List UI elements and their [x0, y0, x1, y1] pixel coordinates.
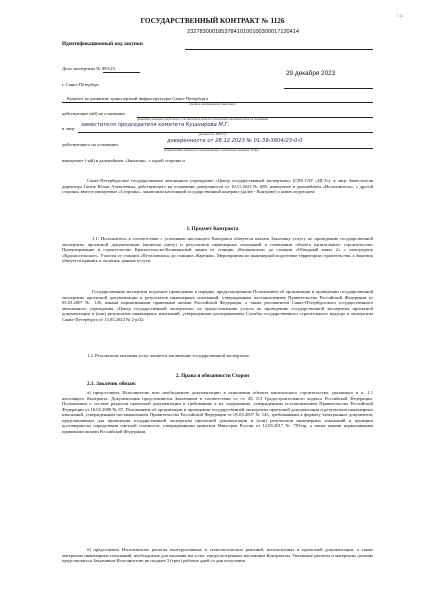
place: г. Санкт-Петербург: [62, 82, 100, 87]
section-1-clause-1-1: 1.1. Исполнитель в соответствии с условиями настоящего Контракта обязуется оказать Заказчику услугу по проведению государственной экспертизы проектной документации (включая смету) и результатов инженерных изысканий в отношении объекта капитального строительства: Проектирование и строительство Красносельско-Калининской линии от станции «Казаковская» до станции «Обводный канал 2» с электродепо «Красносельское». Участок от станции «Путиловская» до станции «Картная». Мероприятия по инженерной подготовке территории строительства, а Заказчик обязуется принять и оплатить данные услуги.: [62, 236, 373, 264]
contract-date-underline: [284, 88, 373, 89]
basis-prefix: действующего на основании: [62, 142, 118, 147]
section-2-item-a: а) предоставить Исполнителю всю необходимую документацию в отношении объекта капитального строительства, указанного в п. 1.1 настоящего Контракта. Документация представляется Заказчиком в соответствии со ст. 49, 8.3 Градостроительного кодекса Российской Федерации, Положением о составе разделов проектной документации и требованиях к их содержанию, утвержденным постановлением Правительства Российской Федерации от 16.02.2008 № 87, Положением об организации и проведении государственной экспертизы проектной документации и результатов инженерных изысканий, утвержденным постановлением Правительства Российской Федерации от 05.03.2007 № 145, требованиями к формату электронных документов, представляемых для проведения государственной экспертизы проектной документации и (или) результатов инженерных изысканий и проверки достоверности определения сметной стоимости, утвержденными приказом Минстроя России от 12.05.2017 № 783/пр, а также иными нормативными правовыми актами Российской Федерации.: [62, 390, 373, 434]
section-2-subheading: 2.1. Заказчик обязан:: [87, 381, 137, 387]
purchase-code-label: Идентификационный код закупки: [62, 41, 143, 47]
acting-on-label: действующее (ий) на основании: [62, 111, 125, 116]
basis-caption: (наименование документа, подтверждающего полномочия, например, Устав): [164, 148, 259, 152]
page-title: ГОСУДАРСТВЕННЫЙ КОНТРАКТ № 1126: [140, 17, 285, 25]
section-1-regulation-paragraph: Государственная экспертиза подлежит проведению в порядке, предусмотренном Положением об организации и проведении государственной экспертизы проектной документации и результатов инженерных изысканий, утвержденным постановлением Правительства Российской Федерации от 05.03.2007 № 145, иными нормативными правовыми актами Российской Федерации, а также регламентом Санкт-Петербургского государственного автономного учреждения «Центр государственной экспертизы» по предоставлению услуги по проведению государственной экспертизы проектной документации и (или) результатов инженерных изысканий, утвержденным распоряжением Службы государственного строительного надзора и экспертизы Санкт-Петербурга от 13.05.2022 № 2-р/22.: [62, 289, 373, 322]
intro-paragraph: Санкт-Петербургское государственное автономное учреждение «Центр государственной экспертизы» (СПб ГАУ «ЦГЭ»), в лице Заместителя директора Гасюк Юлии Алексеевны, действующего на основании доверенности от 10.11.2023 № 689, именуемое в дальнейшем «Исполнитель», с другой стороны, вместе именуемые «Стороны», заключили настоящий государственный контракт (далее - Контракт) о нижеследующем:: [62, 178, 373, 195]
section-2-item-b: б) представлять Исполнителю расчеты конструктивных и технологических решений, используемых в проектной документации, а также материалы инженерных изысканий, необходимые для оказания им услуг, предусмотренных настоящим Контрактом. Указанные расчеты и материалы должны представляться Заказчиком Исполнителю не позднее 3 (трех) рабочих дней со дня получения: [62, 547, 373, 564]
purchase-code-value: 232783000185378410100100300017120414: [187, 29, 299, 35]
person-caption: (должность, Ф.И.О.): [198, 132, 227, 136]
section-1-clause-1-2: 1.2. Результатом оказания услуг является заключение государственной экспертизы.: [87, 353, 250, 358]
customer-caption: (полное наименование Заказчика): [189, 102, 236, 106]
section-1-heading: 1. Предмет Контракта: [186, 226, 239, 232]
person-prefix: в лице: [62, 126, 75, 131]
section-2-heading: 2. Права и обязанности Сторон: [175, 373, 250, 379]
purchase-code-underline: [185, 49, 373, 50]
customer-tail: именуемое (-ый) в дальнейшем «Заказчик», с одной стороны и: [62, 158, 185, 163]
case-number-underline: [103, 72, 140, 73]
case-number: Дело экспертизы № 893-23: [62, 66, 115, 71]
person-handwritten: заместителя председателя комитета Кушнирова М.Г.: [81, 122, 230, 128]
page-corner-mark: 7.44: [396, 13, 403, 18]
basis-handwritten: доверенности от 28.12.2023 № 01-39-3604/23-0-0: [167, 138, 303, 144]
contract-date: 29 декабря 2023: [286, 70, 336, 77]
acting-on-caption: (реквизиты доверенности/договора, если Заказчик не является Техническим заказчиком и/или Застройщиком): [137, 118, 269, 121]
customer-name: Комитет по развитию транспортной инфраструктуры Санкт-Петербурга: [67, 96, 209, 101]
